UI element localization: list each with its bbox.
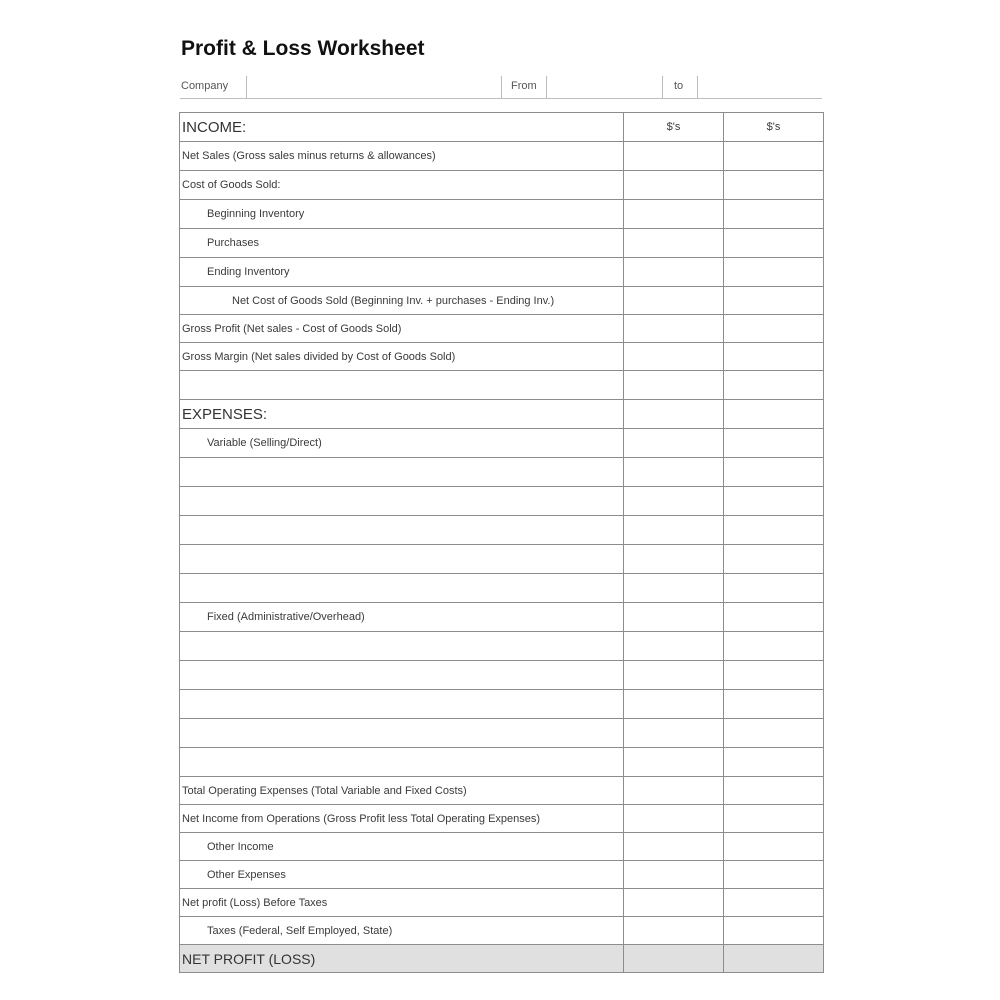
amount-cell-1[interactable] bbox=[624, 229, 724, 258]
row-label-purchases: Purchases bbox=[207, 237, 259, 249]
row-label-cell bbox=[180, 200, 624, 229]
table-row bbox=[180, 889, 824, 917]
row-label-cell bbox=[180, 777, 624, 805]
row-label-cell bbox=[180, 287, 624, 315]
amount-cell-1[interactable] bbox=[624, 545, 724, 574]
amount-cell-2[interactable] bbox=[724, 805, 824, 833]
amount-cell-2[interactable] bbox=[724, 603, 824, 632]
amount-cell-2[interactable] bbox=[724, 400, 824, 429]
amount-cell-1[interactable] bbox=[624, 287, 724, 315]
blank-label-cell[interactable] bbox=[180, 748, 624, 777]
blank-label-cell[interactable] bbox=[180, 632, 624, 661]
blank-row bbox=[180, 690, 824, 719]
amount-cell-1[interactable] bbox=[624, 690, 724, 719]
amount-cell-2[interactable] bbox=[724, 258, 824, 287]
blank-label-cell[interactable] bbox=[180, 371, 624, 400]
table-row bbox=[180, 287, 824, 315]
amount-cell-1[interactable] bbox=[624, 516, 724, 545]
row-label-cell bbox=[180, 429, 624, 458]
expenses-header-row bbox=[180, 400, 824, 429]
amount-cell-2[interactable] bbox=[724, 833, 824, 861]
income-header-row bbox=[180, 113, 824, 142]
blank-row bbox=[180, 545, 824, 574]
amount-cell-1[interactable] bbox=[624, 603, 724, 632]
to-date-field[interactable] bbox=[697, 76, 822, 98]
amount-cell-1[interactable] bbox=[624, 171, 724, 200]
blank-row bbox=[180, 371, 824, 400]
blank-row bbox=[180, 719, 824, 748]
amount-cell-2[interactable] bbox=[724, 171, 824, 200]
amount-cell-2[interactable] bbox=[724, 690, 824, 719]
row-label-gross-profit: Gross Profit (Net sales - Cost of Goods Sold) bbox=[182, 322, 402, 335]
blank-label-cell[interactable] bbox=[180, 487, 624, 516]
amount-cell-2[interactable] bbox=[724, 142, 824, 171]
row-label-net-cogs: Net Cost of Goods Sold (Beginning Inv. + purchases - Ending Inv.) bbox=[232, 294, 555, 307]
table-row bbox=[180, 861, 824, 889]
amount-cell-1[interactable] bbox=[624, 574, 724, 603]
row-label-total-operating-expenses: Total Operating Expenses (Total Variable and Fixed Costs) bbox=[182, 784, 467, 797]
row-label-net-profit-before-taxes: Net profit (Loss) Before Taxes bbox=[182, 896, 328, 909]
row-label-cell bbox=[180, 315, 624, 343]
amount-cell-2[interactable] bbox=[724, 429, 824, 458]
amount-cell-1[interactable] bbox=[624, 458, 724, 487]
amount-cell-2[interactable] bbox=[724, 287, 824, 315]
amount-cell-2[interactable] bbox=[724, 748, 824, 777]
amount-cell-2[interactable] bbox=[724, 945, 824, 973]
amount-cell-1[interactable] bbox=[624, 632, 724, 661]
amount-cell-1[interactable] bbox=[624, 487, 724, 516]
amount-cell-1[interactable] bbox=[624, 258, 724, 287]
row-label-cell bbox=[180, 171, 624, 200]
profit-loss-table bbox=[179, 112, 824, 973]
amount-cell-1[interactable] bbox=[624, 861, 724, 889]
company-field[interactable] bbox=[246, 76, 500, 98]
amount-cell-2[interactable] bbox=[724, 458, 824, 487]
blank-row bbox=[180, 487, 824, 516]
amount-cell-1[interactable] bbox=[624, 400, 724, 429]
amount-cell-1[interactable] bbox=[624, 429, 724, 458]
to-label: to bbox=[662, 76, 697, 98]
row-label-cell bbox=[180, 945, 624, 973]
table-row bbox=[180, 200, 824, 229]
table-row bbox=[180, 805, 824, 833]
from-label: From bbox=[501, 76, 546, 98]
amount-cell-2[interactable] bbox=[724, 861, 824, 889]
blank-label-cell[interactable] bbox=[180, 719, 624, 748]
blank-row bbox=[180, 748, 824, 777]
table-row bbox=[180, 171, 824, 200]
row-label-cell bbox=[180, 343, 624, 371]
column-header-1: $'s bbox=[624, 113, 724, 142]
table-row bbox=[180, 777, 824, 805]
row-label-fixed: Fixed (Administrative/Overhead) bbox=[207, 611, 365, 623]
column-header-2: $'s bbox=[724, 113, 824, 142]
amount-cell-1[interactable] bbox=[624, 945, 724, 973]
amount-cell-2[interactable] bbox=[724, 315, 824, 343]
amount-cell-1[interactable] bbox=[624, 748, 724, 777]
row-label-cell bbox=[180, 833, 624, 861]
header-fields bbox=[180, 76, 822, 99]
blank-label-cell[interactable] bbox=[180, 574, 624, 603]
blank-label-cell[interactable] bbox=[180, 545, 624, 574]
income-heading: INCOME: bbox=[182, 118, 247, 136]
blank-row bbox=[180, 516, 824, 545]
expenses-heading: EXPENSES: bbox=[182, 405, 268, 423]
amount-cell-1[interactable] bbox=[624, 889, 724, 917]
row-label-cell bbox=[180, 889, 624, 917]
amount-cell-1[interactable] bbox=[624, 661, 724, 690]
amount-cell-1[interactable] bbox=[624, 777, 724, 805]
blank-row bbox=[180, 661, 824, 690]
amount-cell-2[interactable] bbox=[724, 889, 824, 917]
amount-cell-1[interactable] bbox=[624, 200, 724, 229]
table-row bbox=[180, 229, 824, 258]
row-label-variable: Variable (Selling/Direct) bbox=[207, 437, 322, 449]
amount-cell-2[interactable] bbox=[724, 371, 824, 400]
blank-row bbox=[180, 632, 824, 661]
amount-cell-2[interactable] bbox=[724, 200, 824, 229]
company-label: Company bbox=[181, 80, 229, 92]
blank-label-cell[interactable] bbox=[180, 458, 624, 487]
table-row bbox=[180, 833, 824, 861]
page-title: Profit & Loss Worksheet bbox=[181, 37, 425, 60]
amount-cell-1[interactable] bbox=[624, 142, 724, 171]
row-label-beginning-inventory: Beginning Inventory bbox=[207, 208, 305, 220]
blank-label-cell[interactable] bbox=[180, 516, 624, 545]
amount-cell-2[interactable] bbox=[724, 516, 824, 545]
row-label-net-income-operations: Net Income from Operations (Gross Profit less Total Operating Expenses) bbox=[182, 812, 541, 825]
table-row bbox=[180, 315, 824, 343]
table-row bbox=[180, 258, 824, 287]
section-heading-expenses bbox=[180, 400, 624, 429]
row-label-cell bbox=[180, 142, 624, 171]
row-label-cell bbox=[180, 861, 624, 889]
row-label-cell bbox=[180, 229, 624, 258]
amount-cell-2[interactable] bbox=[724, 574, 824, 603]
table-row bbox=[180, 142, 824, 171]
amount-cell-2[interactable] bbox=[724, 229, 824, 258]
blank-row bbox=[180, 574, 824, 603]
amount-cell-1[interactable] bbox=[624, 371, 724, 400]
amount-cell-1[interactable] bbox=[624, 805, 724, 833]
row-label-other-expenses: Other Expenses bbox=[207, 868, 286, 881]
row-label-cell bbox=[180, 805, 624, 833]
blank-row bbox=[180, 458, 824, 487]
amount-cell-2[interactable] bbox=[724, 917, 824, 945]
table-row bbox=[180, 917, 824, 945]
amount-cell-2[interactable] bbox=[724, 632, 824, 661]
amount-cell-1[interactable] bbox=[624, 917, 724, 945]
row-label-net-sales: Net Sales (Gross sales minus returns & allowances) bbox=[182, 150, 436, 162]
section-heading-income bbox=[180, 113, 624, 142]
amount-cell-1[interactable] bbox=[624, 343, 724, 371]
amount-cell-1[interactable] bbox=[624, 833, 724, 861]
row-label-cell bbox=[180, 917, 624, 945]
row-label-ending-inventory: Ending Inventory bbox=[207, 266, 290, 278]
amount-cell-2[interactable] bbox=[724, 487, 824, 516]
table-row bbox=[180, 603, 824, 632]
row-label-other-income: Other Income bbox=[207, 840, 274, 853]
net-profit-label: NET PROFIT (LOSS) bbox=[182, 950, 316, 967]
blank-label-cell[interactable] bbox=[180, 690, 624, 719]
table-row bbox=[180, 343, 824, 371]
row-label-taxes: Taxes (Federal, Self Employed, State) bbox=[207, 924, 393, 937]
amount-cell-1[interactable] bbox=[624, 315, 724, 343]
blank-label-cell[interactable] bbox=[180, 661, 624, 690]
amount-cell-1[interactable] bbox=[624, 719, 724, 748]
amount-cell-2[interactable] bbox=[724, 343, 824, 371]
amount-cell-2[interactable] bbox=[724, 545, 824, 574]
amount-cell-2[interactable] bbox=[724, 777, 824, 805]
row-label-cell bbox=[180, 603, 624, 632]
table-row bbox=[180, 429, 824, 458]
net-profit-row bbox=[180, 945, 824, 973]
row-label-cogs: Cost of Goods Sold: bbox=[182, 179, 281, 191]
from-date-field[interactable] bbox=[546, 76, 661, 98]
amount-cell-2[interactable] bbox=[724, 719, 824, 748]
row-label-gross-margin: Gross Margin (Net sales divided by Cost of Goods Sold) bbox=[182, 350, 456, 363]
row-label-cell bbox=[180, 258, 624, 287]
amount-cell-2[interactable] bbox=[724, 661, 824, 690]
